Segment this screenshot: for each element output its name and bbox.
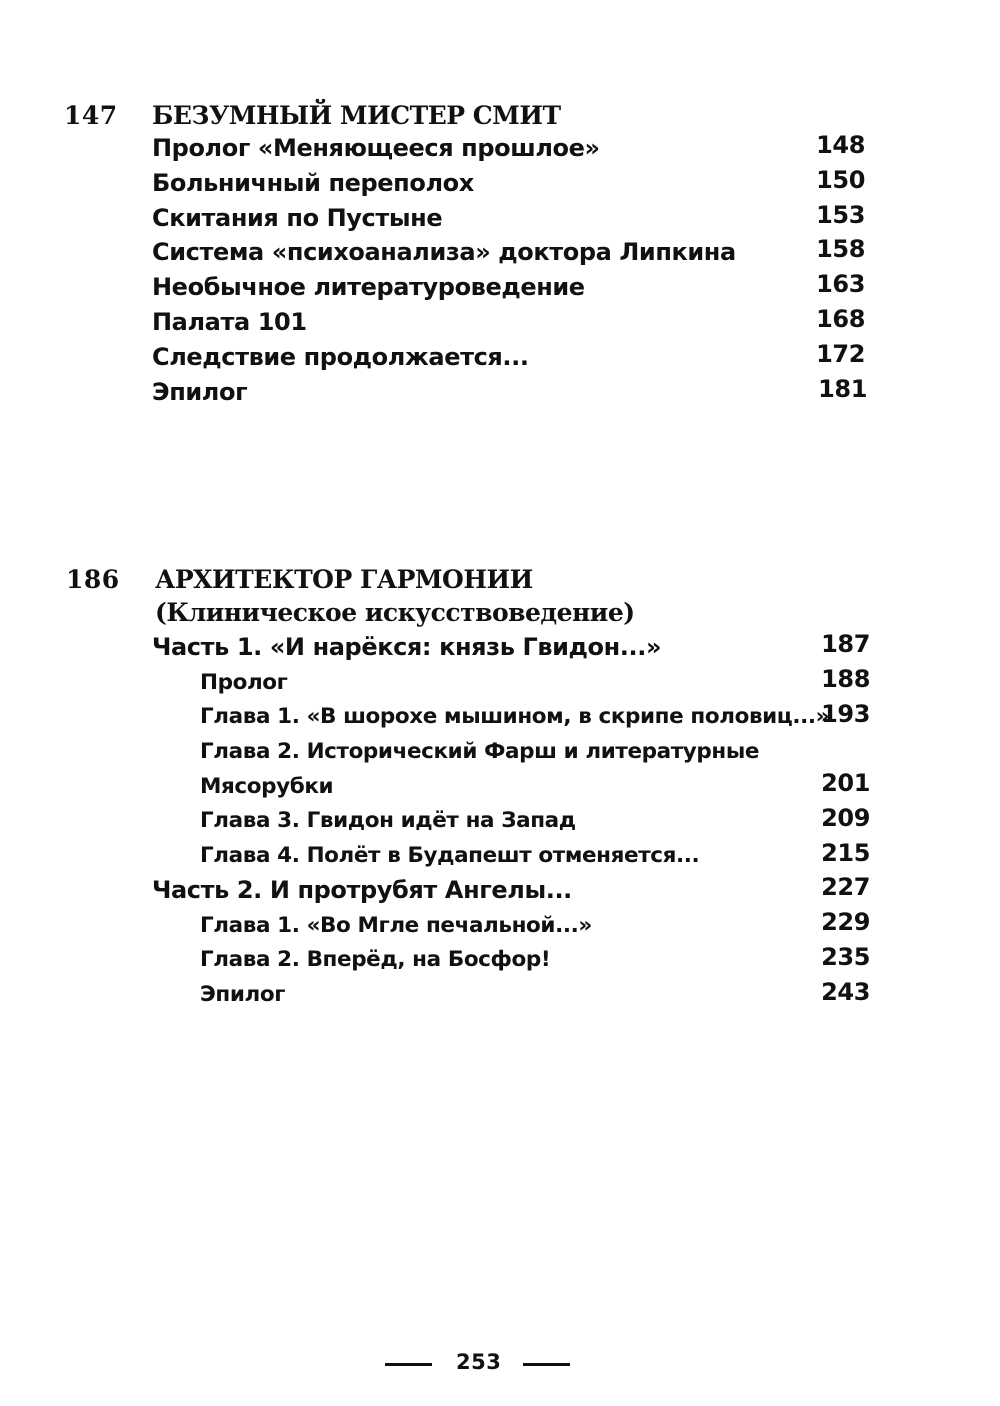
- section-1-number: 147: [64, 101, 118, 130]
- part-2-title: Часть 2. И протрубят Ангелы...: [152, 876, 572, 904]
- chapter-title: Глава 2. Вперёд, на Босфор!: [200, 947, 551, 972]
- chapter-title: Глава 1. «В шорохе мышином, в скрипе половиц...»: [200, 704, 830, 729]
- toc-entry-title: Пролог «Меняющееся прошлое»: [152, 134, 600, 162]
- toc-entry-page: 172: [816, 340, 865, 368]
- toc-entry-page: 158: [816, 235, 865, 263]
- chapter-page: 201: [821, 769, 870, 797]
- toc-entry-page: 168: [816, 305, 865, 333]
- chapter-page: 243: [821, 978, 870, 1006]
- toc-entry-title: Следствие продолжается...: [152, 343, 529, 371]
- toc-entry-page: 150: [816, 166, 865, 194]
- chapter-page: 188: [821, 665, 870, 693]
- footer-dash-left: [385, 1363, 432, 1366]
- chapter-page: 209: [821, 804, 870, 832]
- toc-entry-title: Система «психоанализа» доктора Липкина: [152, 238, 736, 266]
- section-2-subtitle: (Клиническое искусствоведение): [155, 598, 635, 627]
- toc-entry-title: Палата 101: [152, 308, 307, 336]
- toc-entry-title: Больничный переполох: [152, 169, 474, 197]
- chapter-page: 229: [821, 908, 870, 936]
- page-number: 253: [456, 1350, 502, 1374]
- chapter-title: Глава 2. Исторический Фарш и литературные: [200, 739, 760, 764]
- chapter-page: 235: [821, 943, 870, 971]
- toc-entry-title: Скитания по Пустыне: [152, 204, 443, 232]
- chapter-title: Глава 4. Полёт в Будапешт отменяется...: [200, 843, 700, 868]
- toc-entry-page: 148: [816, 131, 865, 159]
- chapter-page: 215: [821, 839, 870, 867]
- part-2-page: 227: [821, 873, 870, 901]
- chapter-title-continuation: Мясорубки: [200, 774, 334, 799]
- part-1-title: Часть 1. «И нарёкся: князь Гвидон...»: [152, 633, 662, 661]
- toc-entry-page: 153: [816, 201, 865, 229]
- section-1-title: БЕЗУМНЫЙ МИСТЕР СМИТ: [152, 101, 561, 130]
- toc-entry-page: 181: [818, 375, 867, 403]
- chapter-page: 193: [821, 700, 870, 728]
- chapter-title: Пролог: [200, 670, 288, 695]
- chapter-title: Глава 1. «Во Мгле печальной...»: [200, 913, 592, 938]
- chapter-title: Глава 3. Гвидон идёт на Запад: [200, 808, 576, 833]
- toc-entry-title: Эпилог: [152, 378, 248, 406]
- chapter-title: Эпилог: [200, 982, 286, 1007]
- toc-entry-page: 163: [816, 270, 865, 298]
- toc-entry-title: Необычное литературоведение: [152, 273, 585, 301]
- section-2-title: АРХИТЕКТОР ГАРМОНИИ: [155, 565, 533, 594]
- footer-dash-right: [523, 1363, 570, 1366]
- section-2-number: 186: [66, 565, 120, 594]
- part-1-page: 187: [821, 630, 870, 658]
